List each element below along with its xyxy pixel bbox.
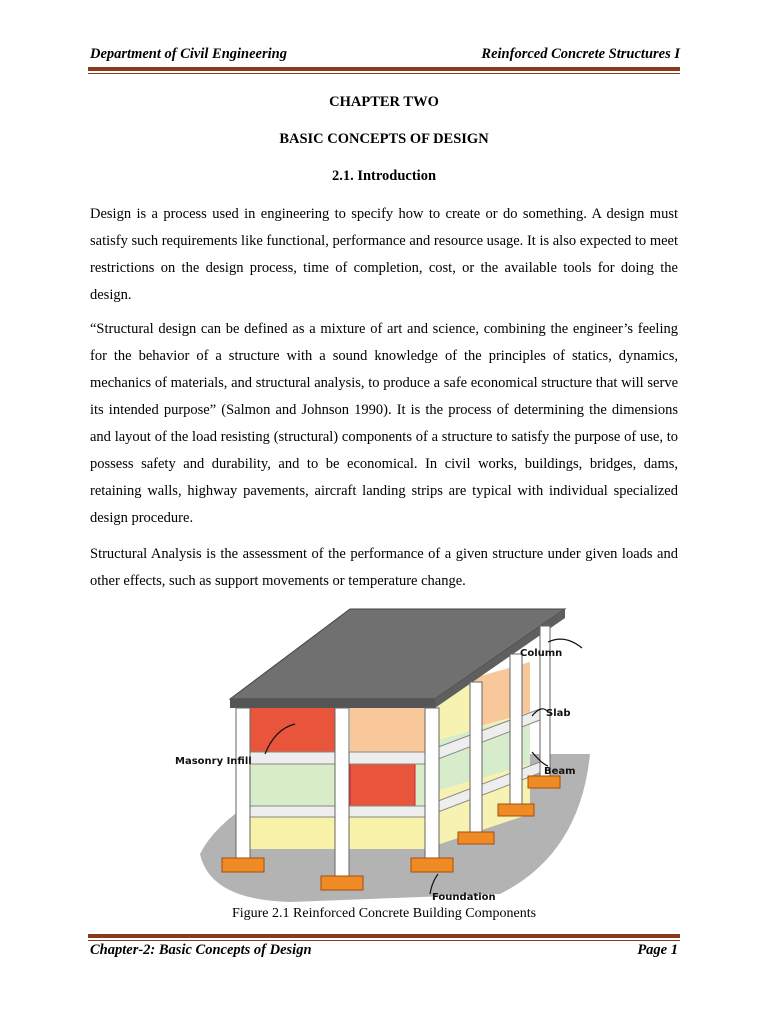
masonry-panel-lower xyxy=(350,761,415,809)
column-front-1 xyxy=(236,708,250,858)
column-front-2 xyxy=(335,708,349,876)
footer-rule xyxy=(88,934,680,941)
masonry-panel-upper xyxy=(250,707,335,755)
paragraph-3: Structural Analysis is the assessment of the performance of a given structure under given loads and other effects, such as support movements or temperature change. xyxy=(90,546,678,589)
footing-1 xyxy=(222,858,264,872)
label-masonry-infill: Masonry Infill xyxy=(175,756,252,767)
page-footer xyxy=(90,942,678,962)
header-course: Reinforced Concrete Structures I xyxy=(481,46,680,62)
column-front-3 xyxy=(425,708,439,858)
chapter-subtitle: BASIC CONCEPTS OF DESIGN xyxy=(279,131,489,147)
header-department: Department of Civil Engineering xyxy=(90,46,287,62)
section-heading: 2.1. Introduction xyxy=(331,168,437,184)
label-beam: Beam xyxy=(544,766,576,777)
footer-chapter: Chapter-2: Basic Concepts of Design xyxy=(90,942,312,958)
footing-5 xyxy=(498,804,534,816)
footing-6 xyxy=(528,776,560,788)
column-side-1 xyxy=(470,682,482,832)
chapter-title: CHAPTER TWO xyxy=(329,94,439,110)
paragraph-1: Design is a process used in engineering to specify how to create or do something. A design must satisfy such requirements like functional, performance and resource usage. It is also expected to meet restrictions on the design process, time of completion, cost, or the available tools for doing the design. xyxy=(90,206,678,303)
column-side-2 xyxy=(510,654,522,804)
page-header xyxy=(90,46,680,66)
label-foundation: Foundation xyxy=(432,892,496,903)
label-column: Column xyxy=(520,648,563,659)
footer-page-number: Page 1 xyxy=(637,942,678,958)
paragraph-2: “Structural design can be defined as a mixture of art and science, combining the engineer’s feeling for the behavior of a structure with a sound knowledge of the principles of statics, dynamics, mechanics of materials, and structural analysis, to produce a safe economical structure that will serve its intended purpose” (Salmon and Johnson 1990). It is the process of determining the dimensions and layout of the load resisting (structural) components of a structure to satisfy the purpose of use, to possess safety and durability, and to be economical. In civil works, buildings, bridges, dams, retaining walls, highway pavements, aircraft landing strips are typical with individual specialized design procedure. xyxy=(90,321,678,526)
footing-2 xyxy=(321,876,363,890)
footing-4 xyxy=(458,832,494,844)
infill-peach xyxy=(350,704,425,754)
figure-caption: Figure 2.1 Reinforced Concrete Building Components xyxy=(231,906,537,921)
header-rule xyxy=(88,67,680,74)
roof-edge-front xyxy=(230,699,435,708)
building-components-figure xyxy=(170,604,600,904)
column-leader xyxy=(548,639,582,648)
label-slab: Slab xyxy=(546,708,571,719)
footing-3 xyxy=(411,858,453,872)
